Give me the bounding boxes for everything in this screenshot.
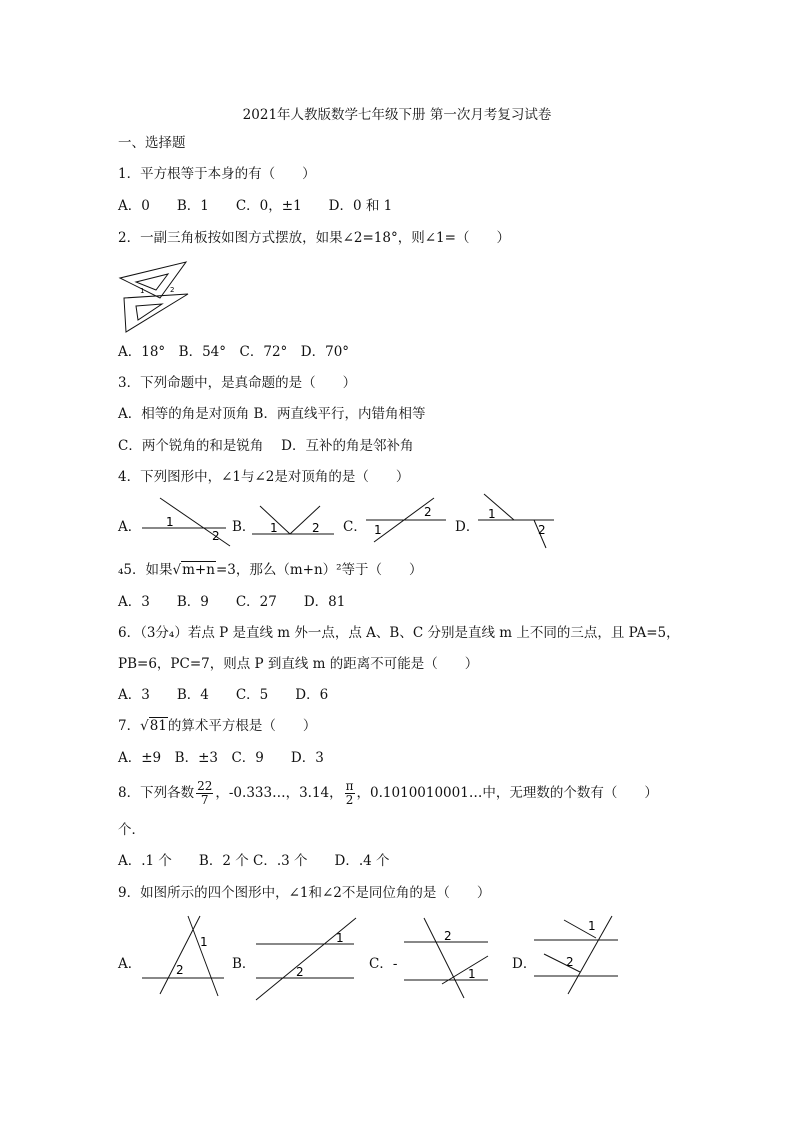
q3-stem: 3．下列命题中，是真命题的是（ ） bbox=[118, 375, 357, 391]
q9c-angle-2: 2 bbox=[444, 929, 452, 943]
q4-label-d: D． bbox=[455, 519, 480, 535]
q9-label-b: B． bbox=[232, 956, 256, 972]
q8-line2: 个． bbox=[118, 822, 145, 838]
q5-radicand: m+n bbox=[182, 562, 215, 578]
q7-options: A．±9 B．±3 C．9 D．3 bbox=[118, 750, 324, 766]
q3-options-cd: C．两个锐角的和是锐角 D．互补的角是邻补角 bbox=[118, 438, 414, 454]
q8-prefix: 8．下列各数 bbox=[118, 785, 195, 801]
q4-figure-c bbox=[362, 494, 448, 544]
q4-label-a: A． bbox=[118, 519, 142, 535]
q2-angle-2-label: 2 bbox=[170, 286, 175, 294]
q9a-angle-1: 1 bbox=[200, 935, 208, 949]
q4d-angle-1: 1 bbox=[488, 507, 496, 521]
q9-figure-b bbox=[250, 914, 360, 1002]
q8-fraction-pi-2 bbox=[345, 780, 355, 807]
q9b-angle-2: 2 bbox=[296, 965, 304, 979]
q5-suffix: =3，那么（m+n）²等于（ ） bbox=[215, 562, 423, 578]
q9-figure-d bbox=[530, 914, 622, 998]
q4c-angle-2: 2 bbox=[424, 505, 432, 519]
q8-frac1-numerator: 22 bbox=[197, 779, 213, 793]
q8-frac2-denominator: 2 bbox=[345, 793, 354, 807]
q9b-angle-1: 1 bbox=[336, 931, 344, 945]
set-square-bottom bbox=[124, 294, 188, 332]
exam-title: 2021年人教版数学七年级下册 第一次月考复习试卷 bbox=[242, 107, 552, 123]
q6-options: A．3 B．4 C．5 D．6 bbox=[118, 687, 329, 703]
q4d-angle-2: 2 bbox=[538, 523, 546, 537]
q9-label-c: C．- bbox=[369, 956, 398, 972]
q4a-angle-2: 2 bbox=[212, 529, 220, 543]
q7-suffix: 的算术平方根是（ ） bbox=[167, 718, 317, 734]
q5-options: A．3 B．9 C．27 D．81 bbox=[118, 594, 346, 610]
q2-angle-1-label: 1 bbox=[140, 287, 145, 295]
q4-stem: 4．下列图形中，∠1与∠2是对顶角的是（ ） bbox=[118, 469, 410, 485]
q4-figure-b bbox=[248, 494, 338, 540]
section-heading: 一、选择题 bbox=[118, 135, 186, 151]
q9-figure-c bbox=[398, 914, 494, 1002]
q2-stem: 2．一副三角板按如图方式摆放，如果∠2=18°，则∠1=（ ） bbox=[118, 230, 510, 246]
q8-options: A．.1 个 B．2 个 C．.3 个 D．.4 个 bbox=[118, 853, 390, 869]
q4b-angle-2: 2 bbox=[312, 521, 320, 535]
q7-sqrt: √81 bbox=[140, 718, 167, 734]
q6-line2: PB=6，PC=7，则点 P 到直线 m 的距离不可能是（ ） bbox=[118, 656, 479, 672]
q8-frac1-denominator: 7 bbox=[200, 793, 209, 807]
q5-prefix: ₄5．如果 bbox=[118, 562, 173, 578]
q9-label-a: A． bbox=[118, 956, 142, 972]
q9-figure-a bbox=[138, 914, 228, 998]
q8-middle: ，-0.333…，3.14， bbox=[215, 785, 343, 801]
q4b-angle-1: 1 bbox=[270, 521, 278, 535]
q1-stem: 1．平方根等于本身的有（ ） bbox=[118, 166, 316, 182]
q6-line1: 6．（3分₄）若点 P 是直线 m 外一点，点 A、B、C 分别是直线 m 上不同的三点，且 PA=5， bbox=[118, 625, 680, 641]
q8-frac2-numerator: π bbox=[345, 779, 354, 793]
q2-triangle-figure bbox=[116, 256, 196, 336]
q5-sqrt: √m+n bbox=[172, 562, 215, 578]
q7-stem bbox=[118, 717, 316, 735]
q8-suffix: ，0.1010010001…中，无理数的个数有（ ） bbox=[356, 785, 658, 801]
q4-label-c: C． bbox=[343, 519, 367, 535]
q9-label-d: D． bbox=[512, 956, 537, 972]
q8-stem bbox=[118, 780, 658, 807]
q4-figure-d bbox=[474, 490, 558, 552]
q4-label-b: B． bbox=[232, 519, 256, 535]
q9d-angle-2: 2 bbox=[566, 955, 574, 969]
q9d-angle-1: 1 bbox=[588, 919, 596, 933]
q4-figure-a bbox=[138, 494, 232, 550]
q7-prefix: 7． bbox=[118, 718, 141, 734]
q7-radicand: 81 bbox=[149, 718, 167, 734]
q9c-angle-1: 1 bbox=[468, 967, 476, 981]
q3-options-ab: A．相等的角是对顶角 B．两直线平行，内错角相等 bbox=[118, 406, 426, 422]
q8-fraction-22-7 bbox=[196, 780, 213, 807]
q5-stem bbox=[118, 561, 423, 579]
q9a-angle-2: 2 bbox=[176, 963, 184, 977]
set-square-top bbox=[120, 262, 186, 298]
q4a-angle-1: 1 bbox=[166, 515, 174, 529]
q9-stem: 9．如图所示的四个图形中，∠1和∠2不是同位角的是（ ） bbox=[118, 885, 491, 901]
q2-options: A．18° B．54° C．72° D．70° bbox=[118, 344, 350, 360]
q1-options: A．0 B．1 C．0，±1 D．0 和 1 bbox=[118, 198, 393, 214]
q4c-angle-1: 1 bbox=[374, 523, 382, 537]
